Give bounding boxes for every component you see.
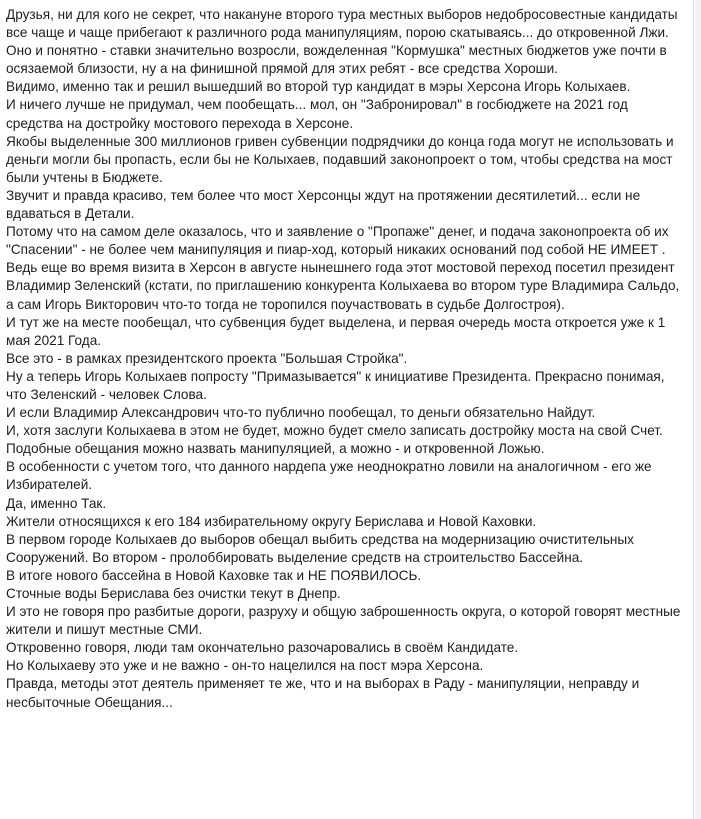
paragraph: Ведь еще во время визита в Херсон в августе нынешнего года этот мостовой переход посетил президент Владимир Зеленский (кстати, по приглашению конкурента Колыхаева во втором туре Владимира Сальдо, а сам Игорь Викторович что-то тогда не торопился поучаствовать в судьбе Долгостроя).: [6, 260, 680, 312]
paragraph: Все это - в рамках президентского проекта "Большая Стройка".: [6, 350, 408, 366]
paragraph: В особенности с учетом того, что данного нардепа уже неоднократно ловили на аналогичном - его же Избирателей.: [6, 459, 652, 493]
paragraph: В первом городе Колыхаев до выборов обещал выбить средства на модернизацию очистительных Сооружений. Во втором - пролоббировать выделение средств на строительство Бассейна.: [6, 531, 634, 565]
paragraph: В итоге нового бассейна в Новой Каховке так и НЕ ПОЯВИЛОСЬ.: [6, 567, 422, 583]
paragraph: Правда, методы этот деятель применяет те же, что и на выборах в Раду - манипуляции, неправду и несбыточные Обещания...: [6, 676, 640, 710]
paragraph: И ничего лучше не придумал, чем пообещать... мол, он "Забронировал" в госбюджете на 2021 год средства на достройку мостового перехода в Херсоне.: [6, 97, 628, 131]
paragraph: И тут же на месте пообещал, что субвенция будет выделена, и первая очередь моста откроется уже к 1 мая 2021 Года.: [6, 314, 666, 348]
paragraph: Звучит и правда красиво, тем более что мост Херсонцы ждут на протяжении десятилетий... если не вдаваться в Детали.: [6, 187, 641, 222]
page-background-edge: [695, 0, 701, 819]
paragraph: И, хотя заслуги Колыхаева в этом не будет, можно будет смело записать достройку моста на свой Счет.: [6, 423, 663, 439]
paragraph: Потому что на самом деле оказалось, что и заявление о "Пропаже" денег, и подача законопроекта об их "Спасении" - не более чем манипуляция и пиар-ход, который никаких оснований под собой НЕ ИМЕЕТ .: [6, 224, 669, 258]
paragraph: Друзья, ни для кого не секрет, что накануне второго тура местных выборов недобросовестные кандидаты все чаще и чаще прибегают к различного рода манипуляциям, порою скатываясь... до откровенной Лжи.: [6, 7, 678, 41]
paragraph: Якобы выделенные 300 миллионов гривен субвенции подрядчики до конца года могут не использовать и деньги могли бы пропасть, если бы не Колыхаев, подавший законопроект о том, чтобы средства на мост были учтены в Бюджете.: [6, 133, 674, 185]
paragraph: Сточные воды Берислава без очистки текут в Днепр.: [6, 586, 341, 601]
paragraph: Оно и понятно - ставки значительно возросли, вожделенная "Кормушка" местных бюджетов уже почти в осязаемой близости, ну а на финишной прямой для этих ребят - все средства Хороши.: [6, 43, 667, 77]
paragraph: Но Колыхаеву это уже и не важно - он-то нацелился на пост мэра Херсона.: [6, 658, 484, 674]
paragraph: Видимо, именно так и решил вышедший во второй тур кандидат в мэры Херсона Игорь Колыхаев.: [6, 79, 631, 95]
paragraph: И если Владимир Александрович что-то публично пообещал, то деньги обязательно Найдут.: [6, 405, 596, 421]
paragraph: Да, именно Так.: [6, 495, 107, 511]
paragraph: Подобные обещания можно назвать манипуляцией, а можно - и откровенной Ложью.: [6, 441, 545, 457]
paragraph: И это не говоря про разбитые дороги, разруху и общую заброшенность округа, о которой говорят местные жители и пишут местные СМИ.: [6, 604, 681, 638]
paragraph: Ну а теперь Игорь Колыхаев попросту "Примазывается" к инициативе Президента. Прекрасно понимая, что Зеленский - человек Слова.: [6, 368, 665, 402]
paragraph: Откровенно говоря, люди там окончательно разочаровались в своём Кандидате.: [6, 640, 519, 656]
paragraph: Жители относящихся к его 184 избирательному округу Берислава и Новой Каховки.: [6, 513, 537, 529]
